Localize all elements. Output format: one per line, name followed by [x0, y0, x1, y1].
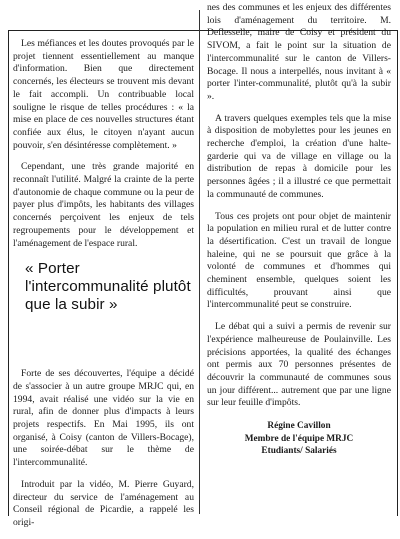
author-role: Membre de l'équipe MRJC — [244, 433, 354, 444]
pull-quote: « Porter l'intercommunalité plutôt que la subir » — [25, 260, 191, 314]
paragraph: nes des communes et les enjeux des différentes lois d'aménagement du territoire. M. Deflesselle, maire de Coisy et président du SIVOM, a fait le point sur la situation de l'intercommunalité sur le canton de Villers-Bocage. Il nous a interpellés, nous invitant à « porter l'inter-communalité, plutôt qu'à la subir ». — [207, 2, 391, 102]
column-divider — [199, 10, 200, 514]
signature-block — [207, 420, 391, 457]
author-name: Régine Cavillon — [267, 421, 331, 432]
paragraph: Introduit par la vidéo, M. Pierre Guyard, directeur du service de l'aménagement au Conseil régional de Picardie, a rappelé les origi- — [13, 478, 194, 528]
author-group: Etudiants/ Salariés — [261, 445, 337, 456]
paragraph: Forte de ses découvertes, l'équipe a décidé de s'associer à un autre groupe MRJC qui, en 1994, avait réalisé une vidéo sur la vie en rural, afin de donner plus d'impacts à leurs projets respectifs. En Mai 1995, ils ont organisé, à Coisy (canton de Villers-Bocage), une soirée-débat sur le thème de l'intercommunalité. — [13, 368, 194, 469]
paragraph: A travers quelques exemples tels que la mise à disposition de mobylettes pour les jeunes en recherche d'emploi, la création d'une halte-garderie qui va de village en village ou la distribution de repas à domicile pour les personnes âgées ; il a illustré ce que permettait la communauté de communes. — [207, 112, 391, 200]
paragraph: Les méfiances et les doutes provoqués par le projet tiennent essentiellement au manque d'information. Bien que directement concernés, les électeurs se trouvent mis devant le fait accompli. Un contribuable local souligne le risque de telles procédures : « la mise en place de ces nouvelles structures étant confiée aux élus, le citoyen n'ayant aucun pouvoir, s'en désintéresse complètement. » — [13, 38, 194, 151]
paragraph: Le débat qui a suivi a permis de revenir sur l'expérience malheureuse de Poulainville. Les précisions apportées, la qualité des échanges ont permis aux 70 personnes présentes de découvrir la communauté de communes sous un jour différent... autrement que par une ligne sur leur feuille d'impôts. — [207, 321, 391, 409]
left-column — [13, 38, 194, 539]
right-column — [207, 2, 391, 457]
paragraph: Tous ces projets ont pour objet de maintenir la population en milieu rural et de lutter contre la désertification. C'est un travail de longue haleine, qui ne se poursuit que grâce à la volonté de communes et d'hommes qui cheminent ensemble, quelques soient les difficultés, prouvant ainsi que l'intercommunalité peut se construire. — [207, 210, 391, 311]
paragraph: Cependant, une très grande majorité en reconnaît l'utilité. Malgré la crainte de la perte d'autonomie de chaque commune ou la peur de payer plus d'impôts, les habitants des villages concernés perçoivent les enjeux de tels regroupements pour le développement et l'aménagement de l'espace rural. — [13, 161, 194, 249]
